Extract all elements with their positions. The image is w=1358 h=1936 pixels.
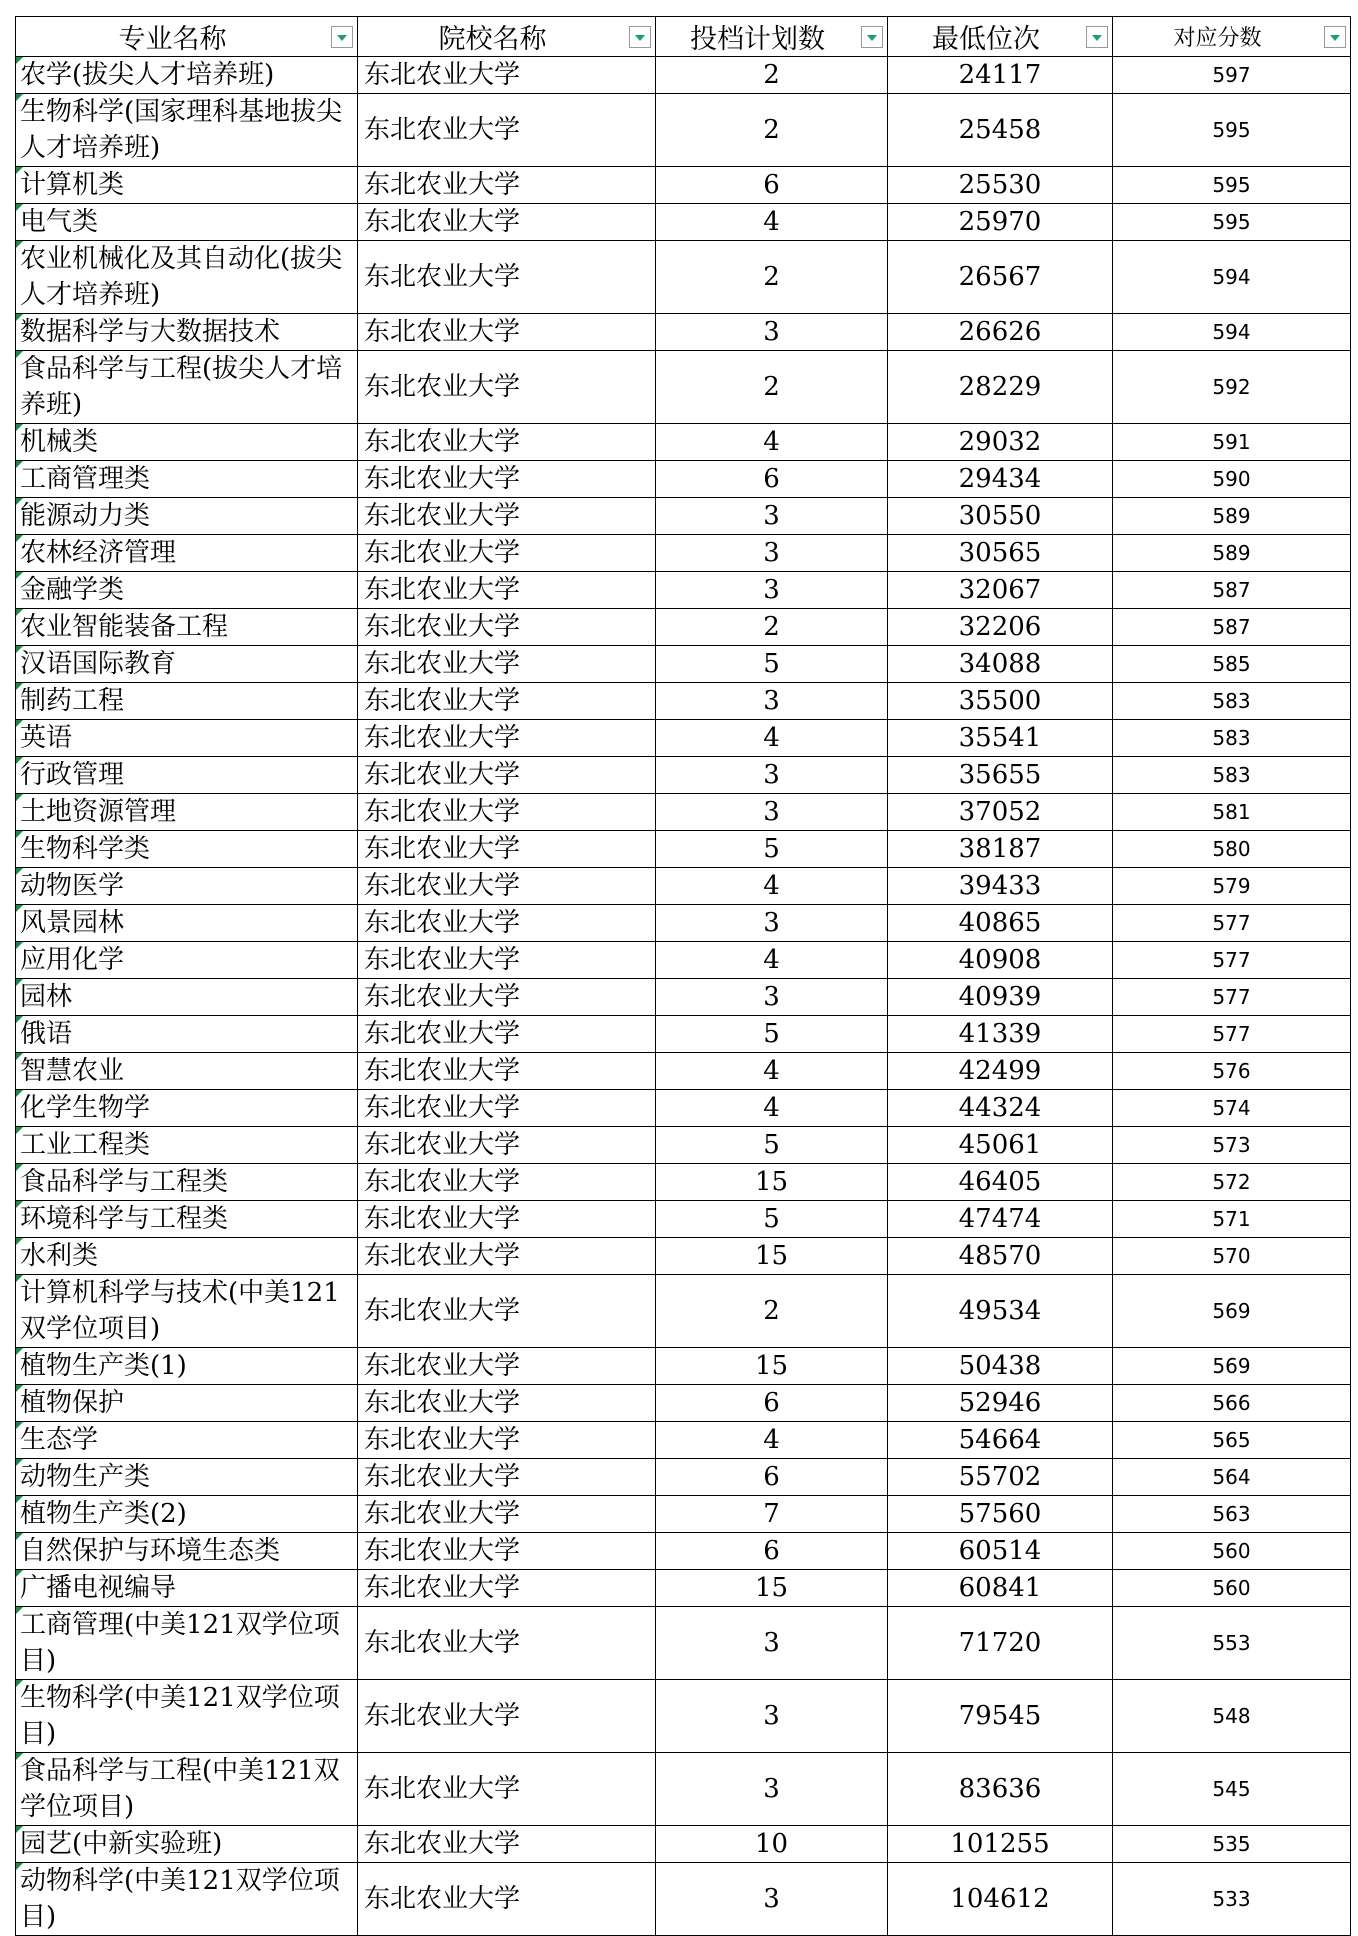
table-row [16,1201,1351,1238]
major-cell[interactable]: 电气类 [16,204,358,241]
header-school-label: 院校名称 [438,24,547,55]
table-row [16,424,1351,461]
plan-cell[interactable]: 3 [656,794,888,831]
school-cell[interactable]: 东北农业大学 [358,204,656,241]
school-cell[interactable]: 东北农业大学 [358,1164,656,1201]
major-cell[interactable]: 工商管理类 [16,461,358,498]
score-cell[interactable]: 594 [1113,314,1351,351]
score-cell[interactable]: 595 [1113,94,1351,167]
school-cell[interactable]: 东北农业大学 [358,831,656,868]
school-cell[interactable]: 东北农业大学 [358,167,656,204]
major-cell[interactable]: 生态学 [16,1422,358,1459]
score-cell[interactable]: 589 [1113,498,1351,535]
major-cell[interactable]: 英语 [16,720,358,757]
plan-cell[interactable]: 4 [656,1053,888,1090]
table-row [16,720,1351,757]
plan-cell[interactable]: 10 [656,1826,888,1863]
major-cell[interactable]: 金融学类 [16,572,358,609]
plan-cell[interactable]: 5 [656,831,888,868]
school-cell[interactable]: 东北农业大学 [358,794,656,831]
rank-cell[interactable]: 35500 [888,683,1113,720]
school-cell[interactable]: 东北农业大学 [358,868,656,905]
school-cell[interactable]: 东北农业大学 [358,1422,656,1459]
plan-cell[interactable]: 15 [656,1348,888,1385]
school-cell[interactable]: 东北农业大学 [358,572,656,609]
plan-cell[interactable]: 3 [656,979,888,1016]
table-row [16,1238,1351,1275]
filter-dropdown-icon[interactable] [629,26,651,48]
table-row [16,757,1351,794]
rank-cell[interactable]: 44324 [888,1090,1113,1127]
major-cell[interactable]: 生物科学(国家理科基地拔尖人才培养班) [16,94,358,167]
major-cell[interactable]: 动物生产类 [16,1459,358,1496]
filter-dropdown-icon[interactable] [1324,26,1346,48]
plan-cell[interactable]: 3 [656,572,888,609]
major-cell[interactable]: 农业智能装备工程 [16,609,358,646]
plan-cell[interactable]: 2 [656,351,888,424]
table-row [16,1164,1351,1201]
table-row [16,1826,1351,1863]
score-cell[interactable]: 580 [1113,831,1351,868]
major-cell[interactable]: 自然保护与环境生态类 [16,1533,358,1570]
major-cell[interactable]: 植物生产类(2) [16,1496,358,1533]
rank-cell[interactable]: 57560 [888,1496,1113,1533]
score-cell[interactable]: 591 [1113,424,1351,461]
score-cell[interactable]: 594 [1113,241,1351,314]
school-cell[interactable]: 东北农业大学 [358,1826,656,1863]
score-cell[interactable]: 579 [1113,868,1351,905]
major-cell[interactable]: 食品科学与工程(中美121双学位项目) [16,1753,358,1826]
plan-cell[interactable]: 2 [656,1275,888,1348]
header-rank-label: 最低位次 [932,24,1040,55]
table-row [16,167,1351,204]
school-cell[interactable]: 东北农业大学 [358,314,656,351]
rank-cell[interactable]: 38187 [888,831,1113,868]
major-cell[interactable]: 计算机类 [16,167,358,204]
score-cell[interactable]: 566 [1113,1385,1351,1422]
major-cell[interactable]: 应用化学 [16,942,358,979]
rank-cell[interactable]: 42499 [888,1053,1113,1090]
rank-cell[interactable]: 54664 [888,1422,1113,1459]
school-cell[interactable]: 东北农业大学 [358,424,656,461]
table-row [16,1863,1351,1936]
school-cell[interactable]: 东北农业大学 [358,1090,656,1127]
table-row [16,351,1351,424]
major-cell[interactable]: 食品科学与工程(拔尖人才培养班) [16,351,358,424]
score-cell[interactable]: 583 [1113,720,1351,757]
table-row [16,1090,1351,1127]
score-cell[interactable]: 587 [1113,609,1351,646]
rank-cell[interactable]: 24117 [888,57,1113,94]
score-cell[interactable]: 577 [1113,1016,1351,1053]
rank-cell[interactable]: 35655 [888,757,1113,794]
major-cell[interactable]: 农林经济管理 [16,535,358,572]
rank-cell[interactable]: 45061 [888,1127,1113,1164]
score-cell[interactable]: 553 [1113,1607,1351,1680]
table-row [16,942,1351,979]
rank-cell[interactable]: 25530 [888,167,1113,204]
rank-cell[interactable]: 55702 [888,1459,1113,1496]
major-cell[interactable]: 生物科学(中美121双学位项目) [16,1680,358,1753]
major-cell[interactable]: 广播电视编导 [16,1570,358,1607]
plan-cell[interactable]: 6 [656,461,888,498]
table-row [16,1607,1351,1680]
school-cell[interactable]: 东北农业大学 [358,94,656,167]
header-rank [888,17,1113,57]
school-cell[interactable]: 东北农业大学 [358,1570,656,1607]
major-cell[interactable]: 生物科学类 [16,831,358,868]
table-row [16,1459,1351,1496]
table-row [16,241,1351,314]
major-cell[interactable]: 风景园林 [16,905,358,942]
school-cell[interactable]: 东北农业大学 [358,1275,656,1348]
table-row [16,1348,1351,1385]
plan-cell[interactable]: 15 [656,1164,888,1201]
school-cell[interactable]: 东北农业大学 [358,1385,656,1422]
score-cell[interactable]: 597 [1113,57,1351,94]
plan-cell[interactable]: 6 [656,1459,888,1496]
plan-cell[interactable]: 6 [656,1385,888,1422]
school-cell[interactable]: 东北农业大学 [358,461,656,498]
plan-cell[interactable]: 6 [656,1533,888,1570]
filter-dropdown-icon[interactable] [861,26,883,48]
plan-cell[interactable]: 3 [656,1680,888,1753]
score-cell[interactable]: 583 [1113,683,1351,720]
rank-cell[interactable]: 40908 [888,942,1113,979]
rank-cell[interactable]: 29434 [888,461,1113,498]
score-cell[interactable]: 574 [1113,1090,1351,1127]
school-cell[interactable]: 东北农业大学 [358,683,656,720]
school-cell[interactable]: 东北农业大学 [358,905,656,942]
major-cell[interactable]: 园艺(中新实验班) [16,1826,358,1863]
rank-cell[interactable]: 39433 [888,868,1113,905]
major-cell[interactable]: 环境科学与工程类 [16,1201,358,1238]
score-cell[interactable]: 581 [1113,794,1351,831]
rank-cell[interactable]: 37052 [888,794,1113,831]
score-cell[interactable]: 592 [1113,351,1351,424]
score-cell[interactable]: 548 [1113,1680,1351,1753]
rank-cell[interactable]: 41339 [888,1016,1113,1053]
rank-cell[interactable]: 25458 [888,94,1113,167]
rank-cell[interactable]: 60841 [888,1570,1113,1607]
plan-cell[interactable]: 3 [656,498,888,535]
score-cell[interactable]: 564 [1113,1459,1351,1496]
score-cell[interactable]: 573 [1113,1127,1351,1164]
rank-cell[interactable]: 104612 [888,1863,1113,1936]
major-cell[interactable]: 食品科学与工程类 [16,1164,358,1201]
plan-cell[interactable]: 4 [656,720,888,757]
plan-cell[interactable]: 6 [656,167,888,204]
school-cell[interactable]: 东北农业大学 [358,1016,656,1053]
score-cell[interactable]: 585 [1113,646,1351,683]
plan-cell[interactable]: 7 [656,1496,888,1533]
score-cell[interactable]: 560 [1113,1533,1351,1570]
score-cell[interactable]: 589 [1113,535,1351,572]
major-cell[interactable]: 动物医学 [16,868,358,905]
school-cell[interactable]: 东北农业大学 [358,1348,656,1385]
plan-cell[interactable]: 5 [656,1201,888,1238]
major-cell[interactable]: 土地资源管理 [16,794,358,831]
school-cell[interactable]: 东北农业大学 [358,1680,656,1753]
plan-cell[interactable]: 2 [656,609,888,646]
table-row [16,204,1351,241]
rank-cell[interactable]: 26567 [888,241,1113,314]
plan-cell[interactable]: 3 [656,757,888,794]
rank-cell[interactable]: 50438 [888,1348,1113,1385]
header-row [16,17,1351,57]
rank-cell[interactable]: 40865 [888,905,1113,942]
plan-cell[interactable]: 2 [656,241,888,314]
major-cell[interactable]: 汉语国际教育 [16,646,358,683]
table-row [16,979,1351,1016]
plan-cell[interactable]: 3 [656,1863,888,1936]
school-cell[interactable]: 东北农业大学 [358,57,656,94]
plan-cell[interactable]: 5 [656,646,888,683]
school-cell[interactable]: 东北农业大学 [358,1238,656,1275]
school-cell[interactable]: 东北农业大学 [358,498,656,535]
table-row [16,1496,1351,1533]
major-cell[interactable]: 水利类 [16,1238,358,1275]
score-cell[interactable]: 577 [1113,905,1351,942]
rank-cell[interactable]: 30550 [888,498,1113,535]
major-cell[interactable]: 农学(拔尖人才培养班) [16,57,358,94]
admission-table [15,16,1351,1936]
major-cell[interactable]: 行政管理 [16,757,358,794]
major-cell[interactable]: 计算机科学与技术(中美121双学位项目) [16,1275,358,1348]
rank-cell[interactable]: 32206 [888,609,1113,646]
table-row [16,94,1351,167]
table-row [16,1680,1351,1753]
major-cell[interactable]: 植物生产类(1) [16,1348,358,1385]
plan-cell[interactable]: 5 [656,1127,888,1164]
filter-dropdown-icon[interactable] [1086,26,1108,48]
plan-cell[interactable]: 3 [656,314,888,351]
major-cell[interactable]: 数据科学与大数据技术 [16,314,358,351]
table-row [16,794,1351,831]
plan-cell[interactable]: 15 [656,1570,888,1607]
school-cell[interactable]: 东北农业大学 [358,646,656,683]
school-cell[interactable]: 东北农业大学 [358,535,656,572]
major-cell[interactable]: 植物保护 [16,1385,358,1422]
plan-cell[interactable]: 5 [656,1016,888,1053]
school-cell[interactable]: 东北农业大学 [358,979,656,1016]
score-cell[interactable]: 572 [1113,1164,1351,1201]
table-row [16,461,1351,498]
school-cell[interactable]: 东北农业大学 [358,1753,656,1826]
header-plan-label: 投档计划数 [690,24,825,55]
rank-cell[interactable]: 28229 [888,351,1113,424]
table-row [16,314,1351,351]
plan-cell[interactable]: 3 [656,683,888,720]
school-cell[interactable]: 东北农业大学 [358,609,656,646]
table-row [16,831,1351,868]
table-row [16,1422,1351,1459]
major-cell[interactable]: 智慧农业 [16,1053,358,1090]
major-cell[interactable]: 动物科学(中美121双学位项目) [16,1863,358,1936]
major-cell[interactable]: 能源动力类 [16,498,358,535]
major-cell[interactable]: 工业工程类 [16,1127,358,1164]
header-major-label: 专业名称 [118,24,227,55]
plan-cell[interactable]: 3 [656,1753,888,1826]
major-cell[interactable]: 制药工程 [16,683,358,720]
table-row [16,1385,1351,1422]
score-cell[interactable]: 590 [1113,461,1351,498]
school-cell[interactable]: 东北农业大学 [358,1201,656,1238]
filter-dropdown-icon[interactable] [331,26,353,48]
school-cell[interactable]: 东北农业大学 [358,1533,656,1570]
score-cell[interactable]: 569 [1113,1348,1351,1385]
rank-cell[interactable]: 25970 [888,204,1113,241]
plan-cell[interactable]: 3 [656,1607,888,1680]
score-cell[interactable]: 570 [1113,1238,1351,1275]
header-score [1113,17,1351,57]
score-cell[interactable]: 595 [1113,204,1351,241]
plan-cell[interactable]: 4 [656,868,888,905]
major-cell[interactable]: 园林 [16,979,358,1016]
score-cell[interactable]: 576 [1113,1053,1351,1090]
table-row [16,498,1351,535]
rank-cell[interactable]: 30565 [888,535,1113,572]
table-row [16,609,1351,646]
major-cell[interactable]: 化学生物学 [16,1090,358,1127]
plan-cell[interactable]: 15 [656,1238,888,1275]
table-row [16,57,1351,94]
school-cell[interactable]: 东北农业大学 [358,351,656,424]
table-row [16,1753,1351,1826]
school-cell[interactable]: 东北农业大学 [358,1459,656,1496]
table-row [16,1127,1351,1164]
rank-cell[interactable]: 35541 [888,720,1113,757]
rank-cell[interactable]: 79545 [888,1680,1113,1753]
rank-cell[interactable]: 32067 [888,572,1113,609]
rank-cell[interactable]: 34088 [888,646,1113,683]
rank-cell[interactable]: 60514 [888,1533,1113,1570]
score-cell[interactable]: 535 [1113,1826,1351,1863]
school-cell[interactable]: 东北农业大学 [358,1127,656,1164]
rank-cell[interactable]: 26626 [888,314,1113,351]
plan-cell[interactable]: 3 [656,535,888,572]
major-cell[interactable]: 工商管理(中美121双学位项目) [16,1607,358,1680]
score-cell[interactable]: 560 [1113,1570,1351,1607]
rank-cell[interactable]: 48570 [888,1238,1113,1275]
rank-cell[interactable]: 40939 [888,979,1113,1016]
score-cell[interactable]: 571 [1113,1201,1351,1238]
table-row [16,535,1351,572]
school-cell[interactable]: 东北农业大学 [358,1863,656,1936]
plan-cell[interactable]: 4 [656,1090,888,1127]
score-cell[interactable]: 563 [1113,1496,1351,1533]
score-cell[interactable]: 533 [1113,1863,1351,1936]
score-cell[interactable]: 545 [1113,1753,1351,1826]
plan-cell[interactable]: 2 [656,57,888,94]
score-cell[interactable]: 565 [1113,1422,1351,1459]
table-row [16,1570,1351,1607]
school-cell[interactable]: 东北农业大学 [358,1607,656,1680]
header-score-label: 对应分数 [1173,26,1262,51]
rank-cell[interactable]: 47474 [888,1201,1113,1238]
major-cell[interactable]: 机械类 [16,424,358,461]
school-cell[interactable]: 东北农业大学 [358,1053,656,1090]
plan-cell[interactable]: 4 [656,1422,888,1459]
table-row [16,1053,1351,1090]
rank-cell[interactable]: 83636 [888,1753,1113,1826]
score-cell[interactable]: 569 [1113,1275,1351,1348]
rank-cell[interactable]: 46405 [888,1164,1113,1201]
score-cell[interactable]: 595 [1113,167,1351,204]
rank-cell[interactable]: 101255 [888,1826,1113,1863]
rank-cell[interactable]: 52946 [888,1385,1113,1422]
table-row [16,646,1351,683]
header-major [16,17,358,57]
table-row [16,1533,1351,1570]
plan-cell[interactable]: 3 [656,905,888,942]
table-row [16,1275,1351,1348]
major-cell[interactable]: 俄语 [16,1016,358,1053]
school-cell[interactable]: 东北农业大学 [358,241,656,314]
school-cell[interactable]: 东北农业大学 [358,720,656,757]
score-cell[interactable]: 577 [1113,979,1351,1016]
school-cell[interactable]: 东北农业大学 [358,757,656,794]
table-row [16,683,1351,720]
table-row [16,1016,1351,1053]
header-plan [656,17,888,57]
major-cell[interactable]: 农业机械化及其自动化(拔尖人才培养班) [16,241,358,314]
header-school [358,17,656,57]
score-cell[interactable]: 587 [1113,572,1351,609]
score-cell[interactable]: 577 [1113,942,1351,979]
plan-cell[interactable]: 4 [656,424,888,461]
rank-cell[interactable]: 29032 [888,424,1113,461]
score-cell[interactable]: 583 [1113,757,1351,794]
rank-cell[interactable]: 71720 [888,1607,1113,1680]
plan-cell[interactable]: 4 [656,942,888,979]
table-row [16,868,1351,905]
plan-cell[interactable]: 2 [656,94,888,167]
table-row [16,905,1351,942]
rank-cell[interactable]: 49534 [888,1275,1113,1348]
school-cell[interactable]: 东北农业大学 [358,1496,656,1533]
plan-cell[interactable]: 4 [656,204,888,241]
school-cell[interactable]: 东北农业大学 [358,942,656,979]
table-row [16,572,1351,609]
